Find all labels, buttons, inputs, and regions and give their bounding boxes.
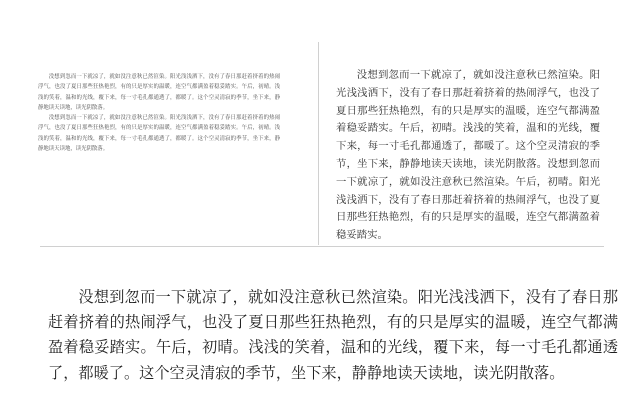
page-caption	[34, 12, 304, 26]
small-sample-spec-label	[38, 44, 208, 56]
large-sample-spec-label	[50, 260, 250, 272]
small-sample-text	[38, 72, 280, 234]
medium-sample-paragraph-1: 没想到忽而一下就凉了，就如没注意秋已然渲染。阳光浅浅洒下，没有了春日那赶着挤着的热闹浮气，也没了夏日那些狂热艳烈，有的只是厚实的温暖，连空气都满盈着稳妥踏实。午后，初晴。浅浅的笑着，温和的光线，覆下来，每一寸毛孔都通透了，都暖了。这个空灵清寂的季节，坐下来，静静地读天读地，读光阴散落。没想到忽而一下就凉了，就如没注意秋已然渲染。午后，初晴。阳光浅浅洒下，没有了春日那赶着挤着的热闹浮气，也没了夏日那些狂热艳烈，有的只是厚实的温暖，连空气都满盈着稳妥踏实。	[336, 69, 600, 242]
horizontal-divider	[40, 246, 604, 247]
small-sample-paragraph-2: 没想到忽而一下就凉了，就如没注意秋已然渲染。阳光浅浅洒下，没有了春日那赶着挤着的热闹浮气，也没了夏日那些狂热艳烈，有的只是厚实的温暖，连空气都满盈着稳妥踏实。午后，初晴。浅浅的笑着，温和的光线，覆下来，每一寸毛孔都通透了，都暖了。这个空灵清寂的季节，坐下来，静静地读天读地，读光阴散落。	[38, 115, 280, 153]
small-sample-paragraph-1: 没想到忽而一下就凉了，就如没注意秋已然渲染。阳光浅浅洒下，没有了春日那赶着挤着的热闹浮气，也没了夏日那些狂热艳烈，有的只是厚实的温暖，连空气都满盈着稳妥踏实。午后，初晴。浅浅的笑着，温和的光线，覆下来，每一寸毛孔都通透了，都暖了。这个空灵清寂的季节，坐下来，静静地读天读地，读光阴散落。	[38, 74, 280, 111]
medium-sample-spec-label	[331, 44, 501, 56]
vertical-divider	[318, 42, 319, 245]
medium-sample-text	[336, 67, 600, 242]
large-sample-paragraph-1: 没想到忽而一下就凉了，就如没注意秋已然渲染。阳光浅浅洒下，没有了春日那赶着挤着的热闹浮气，也没了夏日那些狂热艳烈，有的只是厚实的温暖，连空气都满盈着稳妥踏实。午后，初晴。浅浅的笑着，温和的光线，覆下来，每一寸毛孔都通透了，都暖了。这个空灵清寂的季节，坐下来，静静地读天读地，读光阴散落。	[48, 288, 618, 382]
large-sample-text	[48, 285, 618, 397]
